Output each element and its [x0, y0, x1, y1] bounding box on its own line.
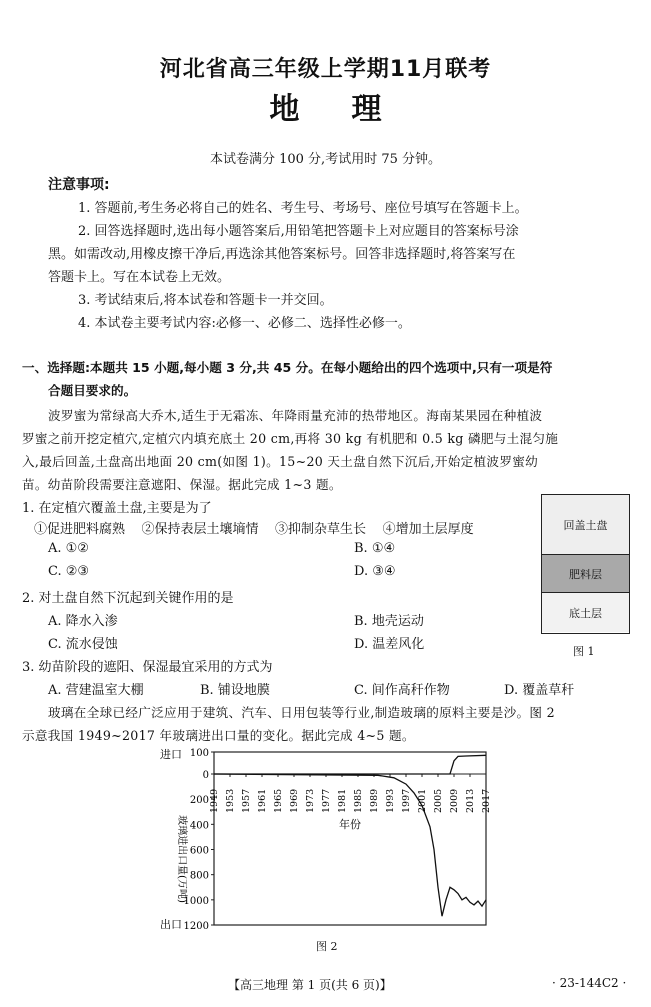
y-tick-label: 400 [189, 820, 209, 832]
passage-line: 入,最后回盖,土盘高出地面 20 cm(如图 1)。15~20 天土盘自然下沉后,开始定植波罗蜜幼 [22, 454, 538, 469]
plot-frame [214, 752, 486, 925]
notice-line: 4. 本试卷主要考试内容:必修一、必修二、选择性必修一。 [78, 316, 411, 331]
passage-line: 波罗蜜为常绿高大乔木,适生于无霜冻、年降雨量充沛的热带地区。海南某果园在种植波 [48, 408, 543, 423]
question-1-option-a[interactable]: A. ①② [48, 541, 89, 556]
x-tick-label: 1953 [225, 788, 236, 813]
x-tick-label: 1949 [209, 788, 220, 813]
notice-line: 黑。如需改动,用橡皮擦干净后,再选涂其他答案标号。回答非选择题时,将答案写在 [48, 247, 516, 262]
question-2-option-a[interactable]: A. 降水入渗 [48, 614, 118, 629]
x-tick-label: 2001 [417, 788, 428, 813]
x-tick-label: 1989 [369, 788, 380, 813]
notice-line: 2. 回答选择题时,选出每小题答案后,用铅笔把答题卡上对应题目的答案标号涂 [78, 224, 519, 239]
x-tick-label: 2017 [481, 788, 492, 813]
figure-1-soil-diagram [541, 494, 630, 634]
y-tick-label: 1200 [183, 921, 209, 932]
footer-page-info: 【高三地理 第 1 页(共 6 页)】 [228, 978, 392, 992]
x-axis-label: 年份 [339, 818, 361, 831]
x-tick-label: 2013 [465, 788, 476, 813]
series-line [214, 755, 486, 774]
question-3-option-b[interactable]: B. 铺设地膜 [200, 683, 270, 698]
x-tick-label: 1977 [321, 788, 332, 813]
x-tick-label: 1969 [289, 788, 300, 813]
y-tick-label: 100 [189, 748, 209, 759]
y-tick-label: 200 [189, 795, 209, 807]
layer-cover-soil: 回盖土盘 [542, 495, 629, 555]
passage-line: 苗。幼苗阶段需要注意遮阳、保湿。据此完成 1~3 题。 [22, 477, 342, 492]
y-tick-label: 600 [189, 845, 209, 857]
question-3-stem: 3. 幼苗阶段的遮阳、保湿最宜采用的方式为 [22, 660, 273, 675]
exam-info: 本试卷满分 100 分,考试用时 75 分钟。 [209, 152, 442, 167]
question-2-stem: 2. 对土盘自然下沉起到关键作用的是 [22, 591, 234, 606]
y-tick-label: 0 [202, 770, 209, 781]
question-2-option-c[interactable]: C. 流水侵蚀 [48, 637, 118, 652]
notice-heading: 注意事项: [48, 177, 110, 193]
export-label: 出口 [160, 918, 182, 931]
x-tick-label: 2005 [433, 788, 444, 813]
question-3-option-c[interactable]: C. 间作高秆作物 [354, 683, 450, 698]
x-tick-label: 1981 [337, 788, 348, 813]
x-tick-label: 1997 [401, 788, 412, 813]
y-tick-label: 800 [189, 870, 209, 882]
passage-line: 玻璃在全球已经广泛应用于建筑、汽车、日用包装等行业,制造玻璃的原料主要是沙。图 2 [48, 705, 555, 720]
figure-2-chart [150, 744, 500, 934]
x-tick-label: 1965 [273, 788, 284, 813]
question-2-option-b[interactable]: B. 地壳运动 [354, 614, 424, 629]
section-heading: 合题目要求的。 [48, 383, 137, 398]
x-tick-label: 1993 [385, 788, 396, 813]
x-tick-label: 1957 [241, 788, 252, 813]
notice-line: 1. 答题前,考生务必将自己的姓名、考生号、考场号、座位号填写在答题卡上。 [78, 201, 528, 216]
question-1-option-b[interactable]: B. ①④ [354, 541, 396, 556]
subject-title: 地理 [269, 92, 434, 127]
layer-fertilizer: 肥料层 [542, 555, 629, 593]
exam-title: 河北省高三年级上学期11月联考 [159, 57, 492, 82]
notice-line: 答题卡上。写在本试卷上无效。 [48, 270, 231, 285]
x-tick-label: 2009 [449, 788, 460, 813]
question-1-items: ①促进肥料腐熟 ②保持表层土壤墒情 ③抑制杂草生长 ④增加土层厚度 [34, 522, 474, 537]
x-tick-label: 1973 [305, 788, 316, 813]
series-line [214, 774, 486, 916]
x-tick-label: 1961 [257, 788, 268, 813]
section-heading: 一、选择题:本题共 15 小题,每小题 3 分,共 45 分。在每小题给出的四个选项中,只有一项是符 [22, 360, 553, 375]
question-3-option-a[interactable]: A. 营建温室大棚 [48, 683, 144, 698]
figure-1-caption: 图 1 [573, 645, 595, 658]
question-1-stem: 1. 在定植穴覆盖土盘,主要是为了 [22, 501, 212, 516]
y-tick-label: 1000 [183, 895, 209, 907]
passage-line: 示意我国 1949~2017 年玻璃进出口量的变化。据此完成 4~5 题。 [22, 728, 415, 743]
layer-bottom-soil: 底土层 [542, 593, 629, 632]
question-1-option-d[interactable]: D. ③④ [354, 564, 396, 579]
footer-code: · 23-144C2 · [552, 976, 627, 990]
notice-line: 3. 考试结束后,将本试卷和答题卡一并交回。 [78, 293, 333, 308]
x-tick-label: 1985 [353, 788, 364, 813]
question-3-option-d[interactable]: D. 覆盖草秆 [504, 683, 575, 698]
question-1-option-c[interactable]: C. ②③ [48, 564, 90, 579]
passage-line: 罗蜜之前开挖定植穴,定植穴内填充底土 20 cm,再将 30 kg 有机肥和 0.5 kg 磷肥与土混匀施 [22, 431, 559, 446]
question-2-option-d[interactable]: D. 温差风化 [354, 637, 425, 652]
y-axis-label: 玻璃进出口量(万吨) [176, 815, 187, 903]
import-label: 进口 [160, 748, 182, 761]
figure-2-caption: 图 2 [316, 940, 338, 953]
